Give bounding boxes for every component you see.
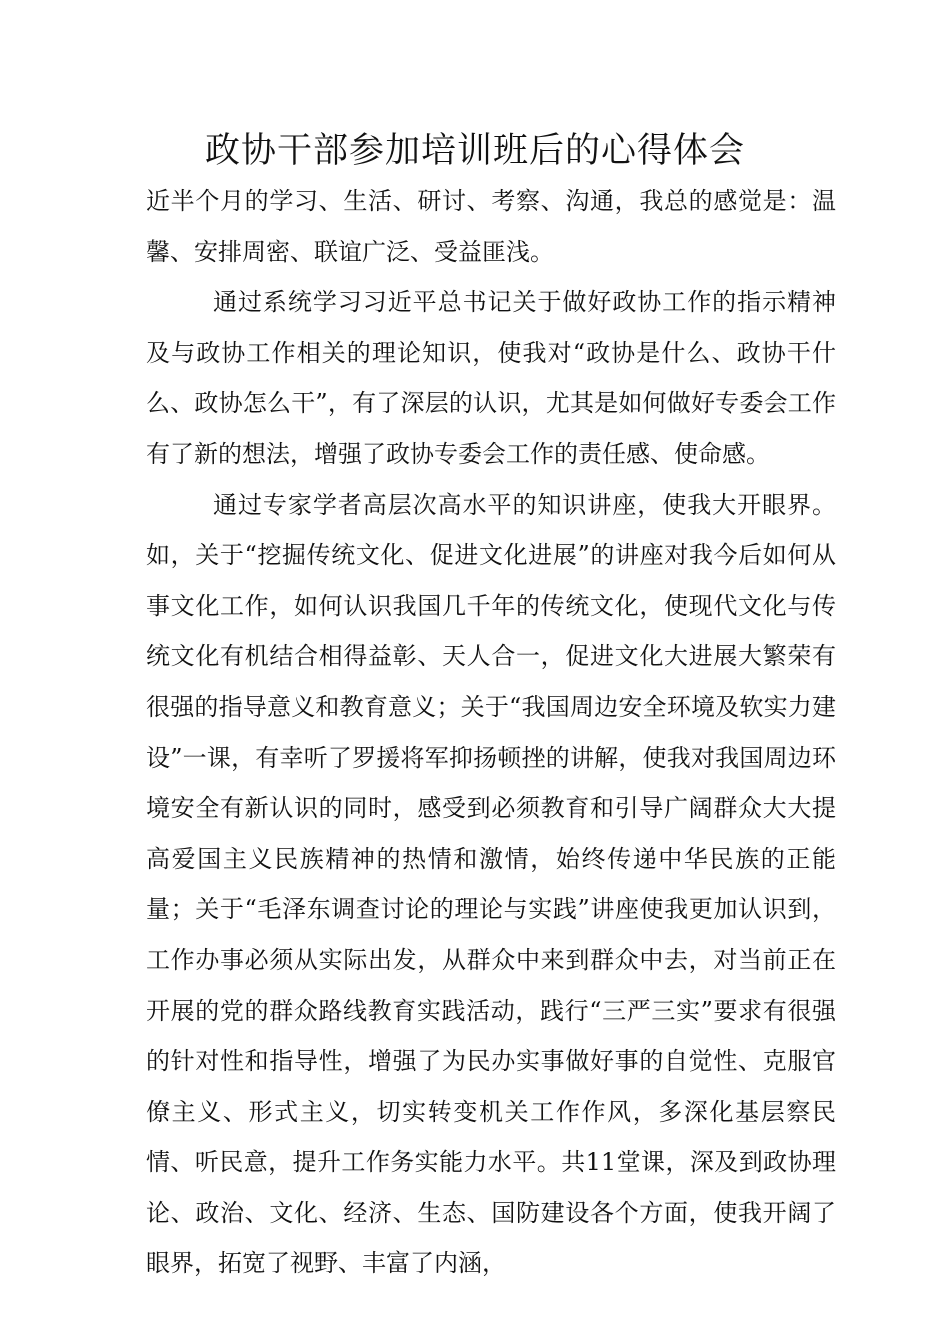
paragraph-intro: 近半个月的学习、生活、研讨、考察、沟通，我总的感觉是：温馨、安排周密、联谊广泛、受益匪浅。 bbox=[146, 187, 836, 266]
document-body bbox=[146, 176, 836, 1289]
document-title: 政协干部参加培训班后的心得体会 bbox=[204, 131, 745, 171]
paragraph-lectures: 通过专家学者高层次高水平的知识讲座，使我大开眼界。如，关于“挖掘传统文化、促进文化进展”的讲座对我今后如何从事文化工作，如何认识我国几千年的传统文化，使现代文化与传统文化有机结合相得益彰、天人合一，促进文化大进展大繁荣有很强的指导意义和教育意义；关于“我国周边安全环境及软实力建设”一课，有幸听了罗援将军抑扬顿挫的讲解，使我对我国周边环境安全有新认识的同时，感受到必须教育和引导广阔群众大大提高爱国主义民族精神的热情和激情，始终传递中华民族的正能量；关于“毛泽东调查讨论的理论与实践”讲座使我更加认识到，工作办事必须从实际出发，从群众中来到群众中去，对当前正在开展的党的群众路线教育实践活动，践行“三严三实”要求有很强的针对性和指导性，增强了为民办实事做好事的自觉性、克服官僚主义、形式主义，切实转变机关工作作风，多深化基层察民情、听民意，提升工作务实能力水平。共11堂课，深及到政协理论、政治、文化、经济、生态、国防建设各个方面，使我开阔了眼界，拓宽了视野、丰富了内涵， bbox=[146, 490, 836, 1278]
paragraph-theory-study: 通过系统学习习近平总书记关于做好政协工作的指示精神及与政协工作相关的理论知识，使我对“政协是什么、政协干什么、政协怎么干”，有了深层的认识，尤其是如何做好专委会工作有了新的想法，增强了政协专委会工作的责任感、使命感。 bbox=[146, 288, 836, 468]
